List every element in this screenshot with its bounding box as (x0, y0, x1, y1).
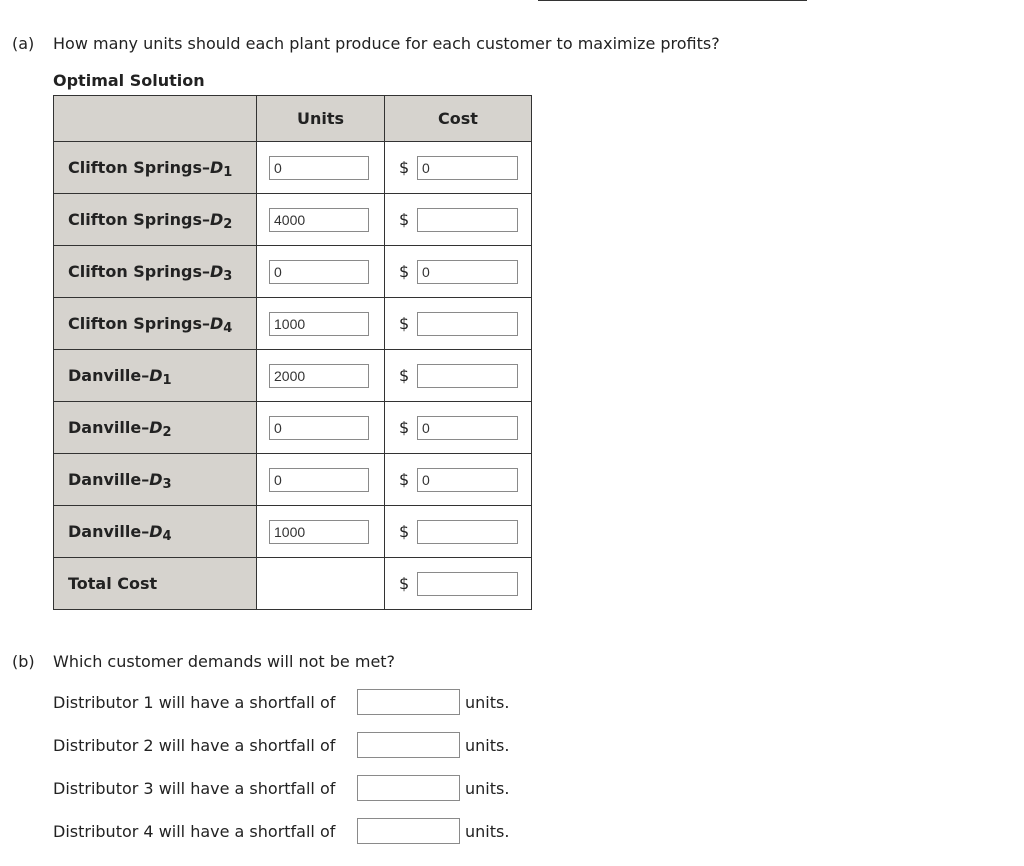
table-row (54, 298, 532, 350)
question-b (12, 652, 395, 672)
table-row (54, 142, 532, 194)
shortfall-row (53, 818, 509, 844)
dollar-sign: $ (399, 418, 410, 437)
total-cost-label: Total Cost (54, 558, 257, 610)
units-input[interactable]: 4000 (269, 208, 369, 232)
question-a-tag: (a) (12, 34, 35, 53)
units-input[interactable]: 0 (269, 468, 369, 492)
header-cost: Cost (385, 96, 532, 142)
route-label: Clifton Springs–$D_1$ (54, 142, 257, 194)
optimal-solution-heading: Optimal Solution (53, 71, 205, 90)
dollar-sign: $ (399, 470, 410, 489)
route-label: Danville–$D_4$ (54, 506, 257, 558)
dollar-sign: $ (399, 314, 410, 333)
total-row (54, 558, 532, 610)
route-label: Danville–$D_1$ (54, 350, 257, 402)
shortfall-label: Distributor 2 will have a shortfall of (53, 735, 336, 755)
cost-input[interactable] (417, 312, 518, 336)
route-label: Clifton Springs–$D_4$ (54, 298, 257, 350)
units-input[interactable]: 1000 (269, 312, 369, 336)
header-units: Units (257, 96, 385, 142)
cost-input[interactable] (417, 364, 518, 388)
shortfall-label: Distributor 3 will have a shortfall of (53, 778, 336, 798)
route-label: Clifton Springs–$D_2$ (54, 194, 257, 246)
shortfall-input[interactable] (357, 732, 460, 758)
shortfall-row (53, 689, 509, 715)
units-input[interactable]: 0 (269, 260, 369, 284)
cost-input[interactable]: 0 (417, 468, 518, 492)
dollar-sign: $ (399, 574, 410, 593)
header-empty (54, 96, 257, 142)
total-units-empty (257, 558, 385, 610)
table-row (54, 506, 532, 558)
table-row (54, 402, 532, 454)
cost-input[interactable]: 0 (417, 416, 518, 440)
dollar-sign: $ (399, 158, 410, 177)
shortfall-row (53, 732, 509, 758)
units-input[interactable]: 1000 (269, 520, 369, 544)
table-row (54, 194, 532, 246)
shortfall-label: Distributor 1 will have a shortfall of (53, 692, 336, 712)
dollar-sign: $ (399, 262, 410, 281)
units-suffix: units. (465, 735, 510, 755)
dollar-sign: $ (399, 366, 410, 385)
table-row (54, 454, 532, 506)
units-input[interactable]: 2000 (269, 364, 369, 388)
top-divider (538, 0, 807, 1)
units-suffix: units. (465, 821, 510, 841)
cost-input[interactable]: 0 (417, 156, 518, 180)
cost-input[interactable]: 0 (417, 260, 518, 284)
table-row (54, 350, 532, 402)
route-label: Danville–$D_2$ (54, 402, 257, 454)
shortfall-input[interactable] (357, 818, 460, 844)
cost-input[interactable] (417, 208, 518, 232)
dollar-sign: $ (399, 522, 410, 541)
table-row (54, 246, 532, 298)
units-suffix: units. (465, 692, 510, 712)
route-label: Clifton Springs–$D_3$ (54, 246, 257, 298)
question-b-text: Which customer demands will not be met? (53, 652, 396, 671)
shortfall-input[interactable] (357, 775, 460, 801)
shortfall-row (53, 775, 509, 801)
units-input[interactable]: 0 (269, 416, 369, 440)
question-a-text: How many units should each plant produce for each customer to maximize profits? (53, 34, 720, 53)
total-cost-input[interactable] (417, 572, 518, 596)
units-suffix: units. (465, 778, 510, 798)
cost-input[interactable] (417, 520, 518, 544)
units-input[interactable]: 0 (269, 156, 369, 180)
dollar-sign: $ (399, 210, 410, 229)
route-label: Danville–$D_3$ (54, 454, 257, 506)
shortfall-label: Distributor 4 will have a shortfall of (53, 821, 336, 841)
table-header-row (54, 96, 532, 142)
optimal-solution-table (53, 95, 532, 610)
shortfall-input[interactable] (357, 689, 460, 715)
question-a (12, 34, 720, 54)
question-b-tag: (b) (12, 652, 35, 671)
